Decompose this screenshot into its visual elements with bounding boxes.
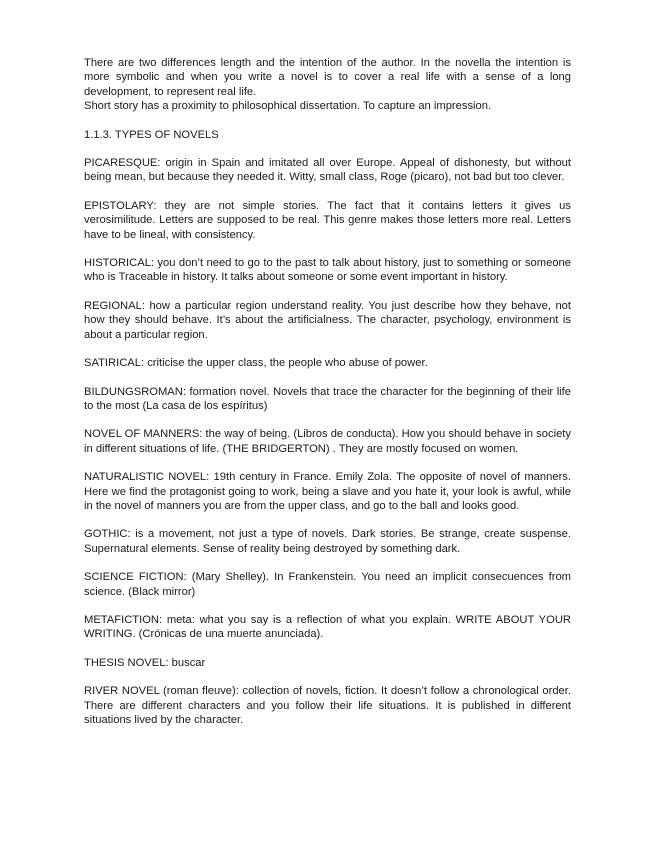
entry-river-novel: RIVER NOVEL (roman fleuve): collection of novels, fiction. It doesn’t follow a chronological order. There are different characters and you follow their life situations. It is published in different situations lived by the character. — [84, 685, 571, 726]
entry-novel-of-manners: NOVEL OF MANNERS: the way of being. (Libros de conducta). How you should behave in society in different situations of life. (THE BRIDGERTON) . They are mostly focused on women. — [84, 428, 571, 455]
entry-picaresque: PICARESQUE: origin in Spain and imitated all over Europe. Appeal of dishonesty, but without being mean, but because they needed it. Witty, small class, Roge (picaro), not bad but too clever. — [84, 157, 571, 184]
entry-metafiction: METAFICTION: meta: what you say is a reflection of what you explain. WRITE ABOUT YOUR WRITING. (Crónicas de una muerte anunciada). — [84, 613, 571, 641]
entry-satirical: SATIRICAL: criticise the upper class, the people who abuse of power. — [84, 357, 428, 370]
entry-science-fiction: SCIENCE FICTION: (Mary Shelley). In Frankenstein. You need an implicit consecuences from science. (Black mirror) — [84, 571, 571, 598]
entry-historical: HISTORICAL: you don’t need to go to the past to talk about history, just to something or someone who is Traceable in history. It talks about someone or some event important in history. — [84, 257, 571, 284]
entry-gothic: GOTHIC: is a movement, not just a type of novels. Dark stories. Be strange, create suspense. Supernatural elements. Sense of reality being destroyed by something dark. — [84, 528, 571, 555]
intro-paragraph-2: Short story has a proximity to philosophical dissertation. To capture an impression. — [84, 100, 492, 113]
entry-epistolary: EPISTOLARY: they are not simple stories. The fact that it contains letters it gives us verosimilitude. Letters are supposed to be real. This genre makes those letters more real. Letters have to be lineal, with consistency. — [84, 199, 571, 241]
entry-bildungsroman: BILDUNGSROMAN: formation novel. Novels that trace the character for the beginning of their life to the most (La casa de los espíritus) — [84, 385, 571, 412]
entry-naturalistic-novel: NATURALISTIC NOVEL: 19th century in France. Emily Zola. The opposite of novel of manners. Here we find the protagonist going to work, being a slave and you hate it, your look is awful, while in the novel of manners you are from the upper class, and go to the ball and looks good. — [84, 471, 571, 512]
entry-thesis-novel: THESIS NOVEL: buscar — [84, 656, 206, 669]
intro-paragraph-1: There are two differences length and the intention of the author. In the novella the intention is more symbolic and when you write a novel is to cover a real life with a sense of a long development, to represent real life. — [84, 57, 571, 98]
entry-regional: REGIONAL: how a particular region understand reality. You just describe how they behave, not how they should behave. It’s about the artificialness. The character, psychology, environment is about a particular region. — [84, 299, 571, 341]
section-heading: 1.1.3. TYPES OF NOVELS — [84, 128, 219, 141]
